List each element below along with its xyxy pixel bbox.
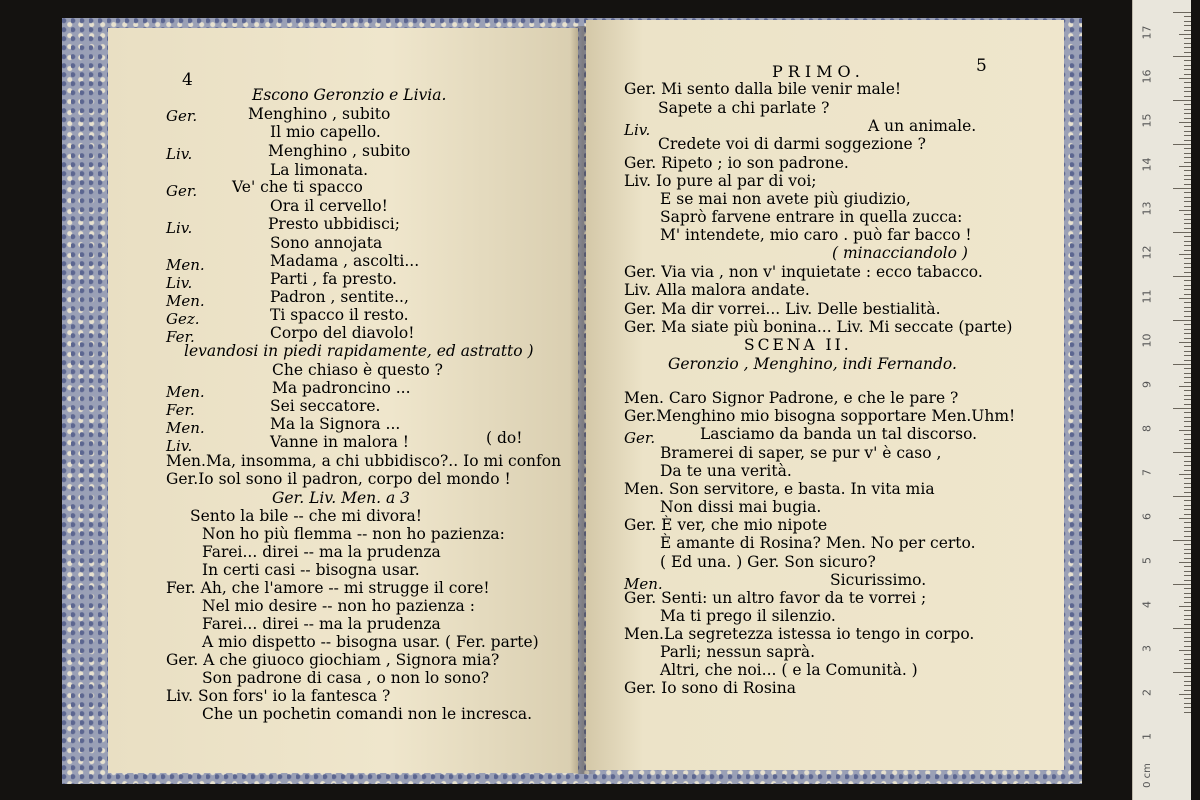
ruler-tick xyxy=(1184,16,1191,17)
ruler-tick xyxy=(1184,426,1191,427)
ruler-tick xyxy=(1184,184,1191,185)
ruler-tick xyxy=(1184,30,1191,31)
ruler-tick xyxy=(1173,584,1191,585)
ruler-tick xyxy=(1184,126,1191,127)
ruler-tick xyxy=(1184,470,1191,471)
speaker-label: Men. xyxy=(166,419,205,437)
ruler-tick xyxy=(1173,232,1191,233)
verse-line: Sei seccatore. xyxy=(270,397,381,415)
ruler-tick xyxy=(1184,505,1191,506)
ruler-tick xyxy=(1173,672,1191,673)
scene-characters: Geronzio , Menghino, indi Fernando. xyxy=(668,355,957,373)
ruler-number: 4 xyxy=(1140,601,1154,608)
ruler-tick xyxy=(1184,131,1191,132)
ruler-number: 16 xyxy=(1140,69,1154,84)
verse-line: Liv. Son fors' io la fantesca ? xyxy=(166,687,391,705)
verse-line: E se mai non avete più giudizio, xyxy=(660,190,911,208)
ruler-number: 9 xyxy=(1140,381,1154,388)
ruler-tick xyxy=(1184,285,1191,286)
ruler-tick xyxy=(1184,492,1191,493)
verse-line: Credete voi di darmi soggezione ? xyxy=(658,135,926,153)
ruler-tick xyxy=(1184,712,1191,713)
ruler-tick xyxy=(1184,289,1191,290)
ruler-tick xyxy=(1184,197,1191,198)
ruler-tick xyxy=(1184,258,1191,259)
verse-line: Sono annojata xyxy=(270,234,383,252)
ruler-tick xyxy=(1179,474,1191,475)
verse-line: Che chiaso è questo ? xyxy=(272,361,443,379)
ruler-tick xyxy=(1184,536,1191,537)
verse-line: Lasciamo da banda un tal discorso. xyxy=(700,425,978,443)
speaker-label: Men. xyxy=(624,575,663,593)
ruler-tick xyxy=(1184,549,1191,550)
speaker-group: Ger. Liv. Men. a 3 xyxy=(272,489,411,507)
verse-line: Non dissi mai bugia. xyxy=(660,498,822,516)
ruler-tick xyxy=(1184,571,1191,572)
ruler-number: 3 xyxy=(1140,645,1154,652)
ruler-tick xyxy=(1184,597,1191,598)
ruler-number: 11 xyxy=(1140,289,1154,304)
ruler-tick xyxy=(1184,338,1191,339)
speaker-label: Ger. xyxy=(166,107,198,125)
verse-line: Parli; nessun saprà. xyxy=(660,643,816,661)
ruler-tick xyxy=(1184,514,1191,515)
ruler-tick xyxy=(1184,668,1191,669)
scene-heading: SCENA II. xyxy=(744,336,852,354)
ruler-tick xyxy=(1184,91,1191,92)
ruler-tick xyxy=(1184,311,1191,312)
ruler-tick xyxy=(1184,663,1191,664)
ruler-tick xyxy=(1184,615,1191,616)
ruler-tick xyxy=(1184,219,1191,220)
verse-line: Ger.Io sol sono il padron, corpo del mondo ! xyxy=(166,470,511,488)
ruler-tick xyxy=(1173,100,1191,101)
ruler-tick xyxy=(1173,56,1191,57)
speaker-label: Gez. xyxy=(166,310,200,328)
ruler-tick xyxy=(1173,12,1191,13)
ruler-tick xyxy=(1173,452,1191,453)
ruler-tick xyxy=(1184,162,1191,163)
verse-line: Sicurissimo. xyxy=(830,571,927,589)
ruler-tick xyxy=(1179,694,1191,695)
ruler-tick xyxy=(1184,118,1191,119)
ruler-tick xyxy=(1184,175,1191,176)
verse-line: Sapete a chi parlate ? xyxy=(658,99,830,117)
ruler-tick xyxy=(1184,412,1191,413)
ruler-tick xyxy=(1184,38,1191,39)
ruler-tick xyxy=(1173,364,1191,365)
ruler-number: 8 xyxy=(1140,425,1154,432)
ruler-tick xyxy=(1184,214,1191,215)
verse-line: Liv. Io pure al par di voi; xyxy=(624,172,817,190)
verse-line: Ger. Senti: un altro favor da te vorrei ; xyxy=(624,589,927,607)
ruler-tick xyxy=(1184,566,1191,567)
ruler-tick xyxy=(1184,632,1191,633)
ruler-tick xyxy=(1173,320,1191,321)
ruler-tick xyxy=(1184,179,1191,180)
ruler-tick xyxy=(1184,87,1191,88)
verse-line: Sento la bile -- che mi divora! xyxy=(190,507,422,525)
stage-direction: Escono Geronzio e Livia. xyxy=(252,86,447,104)
verse-line: Fer. Ah, che l'amore -- mi strugge il core! xyxy=(166,579,490,597)
left-page-number: 4 xyxy=(182,70,193,90)
ruler-tick xyxy=(1179,518,1191,519)
ruler-tick xyxy=(1179,650,1191,651)
ruler-tick xyxy=(1173,540,1191,541)
ruler-tick xyxy=(1184,280,1191,281)
ruler-tick xyxy=(1184,250,1191,251)
ruler-tick xyxy=(1184,522,1191,523)
verse-line: Parti , fa presto. xyxy=(270,270,397,288)
ruler-tick xyxy=(1179,606,1191,607)
speaker-label: Liv. xyxy=(166,145,193,163)
ruler-tick xyxy=(1184,558,1191,559)
ruler-tick xyxy=(1179,210,1191,211)
ruler-tick xyxy=(1184,487,1191,488)
ruler-tick xyxy=(1184,690,1191,691)
verse-line: Menghino , subito xyxy=(248,105,391,123)
ruler-tick xyxy=(1184,646,1191,647)
verse-line: Nel mio desire -- non ho pazienza : xyxy=(202,597,475,615)
ruler-tick xyxy=(1184,478,1191,479)
ruler-tick xyxy=(1184,421,1191,422)
verse-line: Ma ti prego il silenzio. xyxy=(660,607,836,625)
ruler-tick xyxy=(1184,74,1191,75)
ruler-tick xyxy=(1184,456,1191,457)
ruler-number: 13 xyxy=(1140,201,1154,216)
ruler-tick xyxy=(1184,659,1191,660)
verse-line: Farei... direi -- ma la prudenza xyxy=(202,615,441,633)
speaker-label: Men. xyxy=(166,292,205,310)
ruler-tick xyxy=(1184,399,1191,400)
ruler-tick xyxy=(1184,267,1191,268)
measuring-ruler xyxy=(1132,0,1191,800)
verse-line: Non ho più flemma -- non ho pazienza: xyxy=(202,525,505,543)
ruler-tick xyxy=(1184,443,1191,444)
verse-line: Farei... direi -- ma la prudenza xyxy=(202,543,441,561)
stage-direction: ( minacciandolo ) xyxy=(832,244,968,262)
ruler-tick xyxy=(1184,47,1191,48)
ruler-tick xyxy=(1184,135,1191,136)
verse-line: Il mio capello. xyxy=(270,123,381,141)
verse-line: Men.Ma, insomma, a chi ubbidisco?.. Io mi confon xyxy=(166,452,562,470)
ruler-tick xyxy=(1184,65,1191,66)
ruler-tick xyxy=(1184,25,1191,26)
verse-line: La limonata. xyxy=(270,161,369,179)
ruler-tick xyxy=(1184,333,1191,334)
ruler-number: 14 xyxy=(1140,157,1154,172)
verse-line: Ma padroncino ... xyxy=(272,379,411,397)
ruler-tick xyxy=(1184,236,1191,237)
verse-line: In certi casi -- bisogna usar. xyxy=(202,561,420,579)
ruler-tick xyxy=(1184,153,1191,154)
ruler-tick xyxy=(1184,527,1191,528)
speaker-label: Liv. xyxy=(166,437,193,455)
ruler-tick xyxy=(1184,681,1191,682)
speaker-label: Liv. xyxy=(166,219,193,237)
right-page-number: 5 xyxy=(976,56,987,76)
ruler-tick xyxy=(1173,144,1191,145)
ruler-tick xyxy=(1184,703,1191,704)
verse-line: Corpo del diavolo! xyxy=(270,324,415,342)
ruler-tick xyxy=(1184,531,1191,532)
ruler-tick xyxy=(1184,602,1191,603)
ruler-tick xyxy=(1184,390,1191,391)
ruler-tick xyxy=(1184,395,1191,396)
ruler-tick xyxy=(1184,82,1191,83)
ruler-tick xyxy=(1184,192,1191,193)
ruler-tick xyxy=(1184,610,1191,611)
stage-direction: levandosi in piedi rapidamente, ed astratto ) xyxy=(184,342,534,360)
ruler-tick xyxy=(1184,52,1191,53)
ruler-tick xyxy=(1184,316,1191,317)
ruler-number: 17 xyxy=(1140,25,1154,40)
ruler-tick xyxy=(1184,368,1191,369)
ruler-tick xyxy=(1184,553,1191,554)
ruler-tick xyxy=(1184,641,1191,642)
ruler-tick xyxy=(1184,329,1191,330)
ruler-tick xyxy=(1184,96,1191,97)
ruler-tick xyxy=(1184,113,1191,114)
ruler-number: 7 xyxy=(1140,469,1154,476)
verse-line: Menghino , subito xyxy=(268,142,411,160)
ruler-tick xyxy=(1173,628,1191,629)
ruler-number: 10 xyxy=(1140,333,1154,348)
ruler-tick xyxy=(1184,206,1191,207)
verse-line: Men.La segretezza istessa io tengo in corpo. xyxy=(624,625,975,643)
ruler-tick xyxy=(1184,500,1191,501)
ruler-tick xyxy=(1179,298,1191,299)
ruler-tick xyxy=(1184,355,1191,356)
ruler-tick xyxy=(1184,575,1191,576)
verse-line: Saprò farvene entrare in quella zucca: xyxy=(660,208,963,226)
ruler-tick xyxy=(1184,439,1191,440)
ruler-tick xyxy=(1184,140,1191,141)
ruler-tick xyxy=(1184,241,1191,242)
verse-line: Ora il cervello! xyxy=(270,197,388,215)
ruler-number: 15 xyxy=(1140,113,1154,128)
ruler-tick xyxy=(1184,201,1191,202)
verse-line: Da te una verità. xyxy=(660,462,792,480)
speaker-label: Fer. xyxy=(166,328,195,346)
running-head: PRIMO. xyxy=(772,62,865,81)
ruler-tick xyxy=(1184,21,1191,22)
ruler-tick xyxy=(1184,580,1191,581)
ruler-tick xyxy=(1184,417,1191,418)
ruler-tick xyxy=(1173,188,1191,189)
ruler-tick xyxy=(1184,698,1191,699)
ruler-number: 5 xyxy=(1140,557,1154,564)
verse-line: Ger. Io sono di Rosina xyxy=(624,679,796,697)
ruler-tick xyxy=(1184,351,1191,352)
ruler-tick xyxy=(1179,122,1191,123)
verse-line: Men. Son servitore, e basta. In vita mia xyxy=(624,480,935,498)
verse-line: Bramerei di saper, se pur v' è caso , xyxy=(660,444,942,462)
ruler-tick xyxy=(1184,654,1191,655)
ruler-unit: 0 cm xyxy=(1141,763,1153,788)
ruler-tick xyxy=(1179,562,1191,563)
ruler-tick xyxy=(1184,624,1191,625)
verse-line: Ger. Ma dir vorrei... Liv. Delle bestialità. xyxy=(624,300,941,318)
ruler-tick xyxy=(1179,386,1191,387)
verse-line: Men. Caro Signor Padrone, e che le pare ? xyxy=(624,389,959,407)
speaker-label: Men. xyxy=(166,256,205,274)
ruler-tick xyxy=(1184,104,1191,105)
verse-line: Altri, che noi... ( e la Comunità. ) xyxy=(660,661,918,679)
ruler-tick xyxy=(1184,43,1191,44)
verse-line: ( Ed una. ) Ger. Son sicuro? xyxy=(660,553,876,571)
verse-line: M' intendete, mio caro . può far bacco ! xyxy=(660,226,972,244)
ruler-tick xyxy=(1179,78,1191,79)
ruler-tick xyxy=(1184,360,1191,361)
ruler-tick xyxy=(1179,430,1191,431)
verse-line: Ti spacco il resto. xyxy=(270,306,409,324)
ruler-number: 2 xyxy=(1140,689,1154,696)
speaker-label: Men. xyxy=(166,383,205,401)
ruler-tick xyxy=(1184,637,1191,638)
verse-line: Ger. Ripeto ; io son padrone. xyxy=(624,154,849,172)
ruler-tick xyxy=(1184,461,1191,462)
verse-line: Ger. È ver, che mio nipote xyxy=(624,516,828,534)
ruler-tick xyxy=(1184,109,1191,110)
speaker-label: Fer. xyxy=(166,401,195,419)
verse-line: È amante di Rosina? Men. No per certo. xyxy=(660,534,976,552)
ruler-tick xyxy=(1184,346,1191,347)
ruler-tick xyxy=(1184,60,1191,61)
verse-line: Ve' che ti spacco xyxy=(232,178,363,196)
ruler-tick xyxy=(1184,593,1191,594)
ruler-tick xyxy=(1184,302,1191,303)
speaker-label: Ger. xyxy=(166,182,198,200)
ruler-number: 1 xyxy=(1140,733,1154,740)
ruler-tick xyxy=(1184,272,1191,273)
ruler-number: 6 xyxy=(1140,513,1154,520)
ruler-tick xyxy=(1179,342,1191,343)
ruler-tick xyxy=(1173,496,1191,497)
ruler-tick xyxy=(1179,34,1191,35)
ruler-tick xyxy=(1184,170,1191,171)
ruler-tick xyxy=(1184,404,1191,405)
verse-line-aside: ( do! xyxy=(486,429,523,447)
ruler-tick xyxy=(1179,166,1191,167)
ruler-tick xyxy=(1184,382,1191,383)
speaker-label: Liv. xyxy=(166,274,193,292)
verse-line: A un animale. xyxy=(868,117,977,135)
verse-line: Ma la Signora ... xyxy=(270,415,401,433)
verse-line: Liv. Alla malora andate. xyxy=(624,281,810,299)
ruler-tick xyxy=(1184,448,1191,449)
verse-line: Ger. A che giuoco giochiam , Signora mia? xyxy=(166,651,500,669)
verse-line: Padron , sentite.., xyxy=(270,288,409,306)
verse-line: A mio dispetto -- bisogna usar. ( Fer. parte) xyxy=(202,633,539,651)
ruler-tick xyxy=(1184,307,1191,308)
ruler-tick xyxy=(1184,324,1191,325)
ruler-tick xyxy=(1173,408,1191,409)
speaker-label: Liv. xyxy=(624,121,651,139)
speaker-label: Ger. xyxy=(624,429,656,447)
verse-line: Ger.Menghino mio bisogna sopportare Men.Uhm! xyxy=(624,407,1016,425)
verse-line: Son padrone di casa , o non lo sono? xyxy=(202,669,490,687)
ruler-tick xyxy=(1184,377,1191,378)
ruler-tick xyxy=(1184,373,1191,374)
ruler-tick xyxy=(1184,483,1191,484)
ruler-tick xyxy=(1179,254,1191,255)
verse-line: Madama , ascolti... xyxy=(270,252,420,270)
ruler-tick xyxy=(1184,707,1191,708)
ruler-tick xyxy=(1184,69,1191,70)
ruler-tick xyxy=(1184,228,1191,229)
ruler-tick xyxy=(1184,509,1191,510)
ruler-tick xyxy=(1184,588,1191,589)
ruler-tick xyxy=(1184,157,1191,158)
verse-line: Ger. Via via , non v' inquietate : ecco tabacco. xyxy=(624,263,983,281)
verse-line: Ger. Mi sento dalla bile venir male! xyxy=(624,80,902,98)
ruler-tick xyxy=(1184,148,1191,149)
ruler-tick xyxy=(1184,685,1191,686)
ruler-tick xyxy=(1184,676,1191,677)
ruler-tick xyxy=(1184,245,1191,246)
ruler-tick xyxy=(1184,544,1191,545)
ruler-tick xyxy=(1184,619,1191,620)
ruler-tick xyxy=(1184,465,1191,466)
ruler-tick xyxy=(1184,434,1191,435)
ruler-tick xyxy=(1184,223,1191,224)
ruler-tick xyxy=(1184,263,1191,264)
ruler-tick xyxy=(1173,276,1191,277)
ruler-number: 12 xyxy=(1140,245,1154,260)
verse-line: Presto ubbidisci; xyxy=(268,215,400,233)
ruler-tick xyxy=(1184,294,1191,295)
verse-line: Vanne in malora ! xyxy=(270,433,409,451)
verse-line: Ger. Ma siate più bonina... Liv. Mi seccate (parte) xyxy=(624,318,1013,336)
verse-line: Che un pochetin comandi non le incresca. xyxy=(202,705,533,723)
